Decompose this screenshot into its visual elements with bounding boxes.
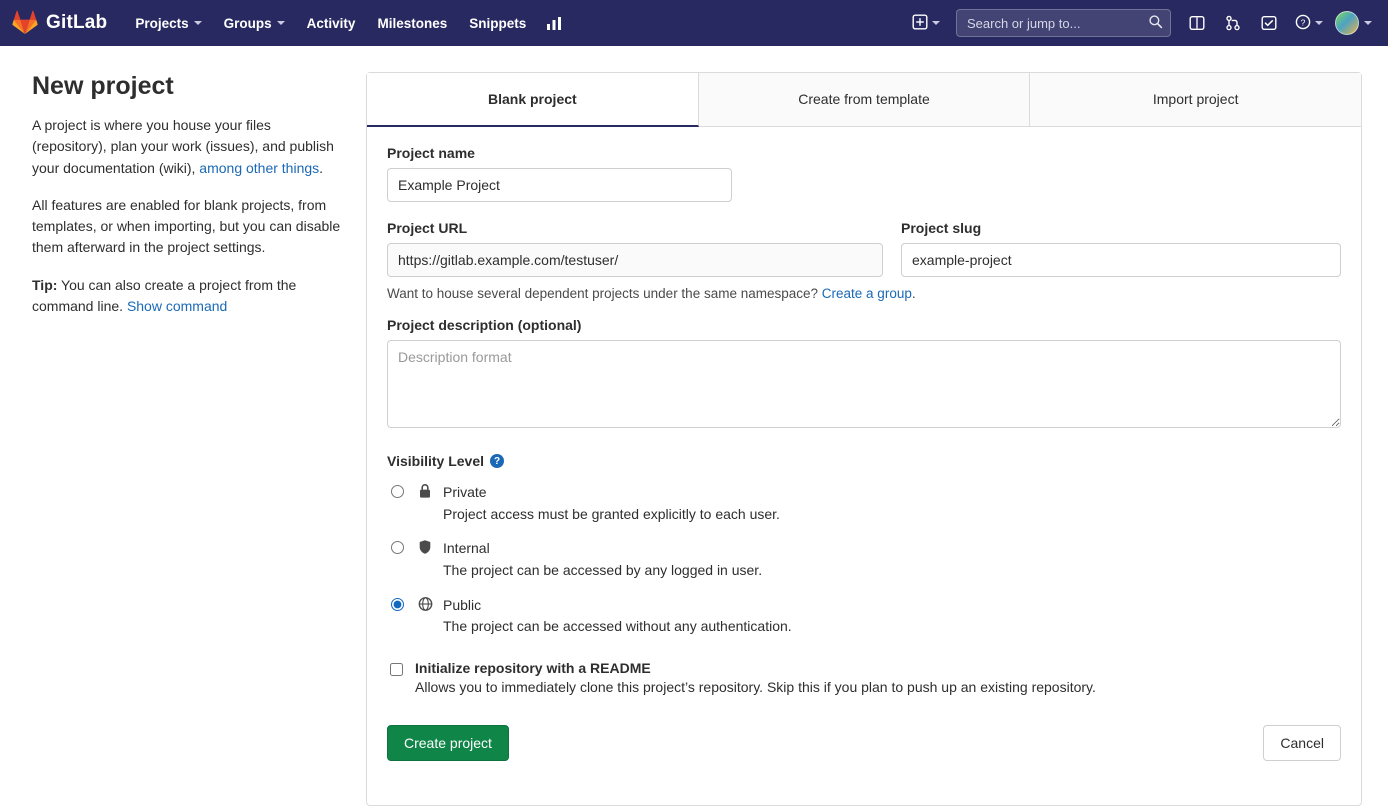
visibility-level-heading: [387, 453, 1341, 469]
initialize-readme-title: Initialize repository with a README: [415, 660, 651, 677]
intro-paragraph-1-text: A project is where you house your files (repository), plan your work (issues), and publish your documentation (wiki),: [32, 117, 334, 176]
project-name-label: Project name: [387, 145, 475, 161]
brand-name: GitLab: [46, 12, 108, 33]
project-slug-input[interactable]: [901, 243, 1341, 277]
chevron-down-icon: [194, 21, 202, 25]
intro-paragraph-3: [32, 275, 348, 318]
plus-square-icon: [912, 14, 928, 33]
nav-item-snippets-label: Snippets: [469, 15, 527, 31]
nav-item-activity[interactable]: [297, 10, 366, 37]
url-slug-row: [387, 220, 1341, 277]
project-description-label: Project description (optional): [387, 317, 582, 333]
nav-item-groups-label: Groups: [223, 15, 272, 31]
navbar-right-controls: [906, 8, 1376, 38]
form-actions: [387, 725, 1341, 761]
nav-item-snippets[interactable]: [459, 10, 536, 37]
project-url-input[interactable]: [387, 243, 883, 277]
tip-label: Tip:: [32, 276, 58, 293]
project-url-group: [387, 220, 883, 277]
sidebar-intro: [16, 72, 366, 806]
namespace-hint-end: .: [911, 286, 916, 301]
nav-item-projects-label: Projects: [135, 15, 189, 31]
visibility-internal-title: Internal: [443, 540, 490, 557]
search-box[interactable]: [956, 9, 1171, 37]
help-circle-icon[interactable]: ?: [490, 454, 504, 468]
among-other-things-link[interactable]: among other things: [199, 159, 320, 176]
namespace-hint: [387, 286, 1341, 301]
globe-icon: [416, 595, 434, 612]
tab-blank-project[interactable]: Blank project: [367, 73, 699, 127]
visibility-option-private[interactable]: [387, 482, 1341, 525]
initialize-readme-row[interactable]: [387, 660, 1341, 695]
page-content: [0, 46, 1388, 806]
new-item-button[interactable]: [906, 10, 946, 37]
intro-paragraph-1: [32, 115, 348, 179]
tab-create-from-template[interactable]: Create from template: [699, 73, 1031, 126]
visibility-radio-private[interactable]: [391, 485, 404, 498]
svg-text:?: ?: [1300, 16, 1306, 27]
chevron-down-icon: [1315, 21, 1323, 25]
visibility-public-title: Public: [443, 596, 482, 613]
nav-item-milestones[interactable]: [367, 10, 457, 37]
merge-request-icon[interactable]: [1217, 8, 1249, 38]
tab-import-project[interactable]: Import project: [1030, 73, 1361, 126]
project-description-textarea[interactable]: [387, 340, 1341, 428]
gitlab-tanuki-icon: [12, 10, 38, 37]
visibility-option-public[interactable]: [387, 595, 1341, 638]
nav-item-milestones-label: Milestones: [377, 15, 448, 31]
visibility-public-desc: The project can be accessed without any authentication.: [443, 618, 792, 635]
visibility-radio-internal[interactable]: [391, 541, 404, 554]
visibility-internal-desc: The project can be accessed by any logged in user.: [443, 562, 763, 579]
user-menu-button[interactable]: [1333, 9, 1376, 37]
nav-item-activity-label: Activity: [306, 15, 356, 31]
namespace-hint-text: Want to house several dependent projects under the same namespace?: [387, 286, 822, 301]
search-input[interactable]: [956, 9, 1171, 37]
project-url-label: Project URL: [387, 220, 468, 236]
project-name-input[interactable]: [387, 168, 732, 202]
initialize-readme-checkbox[interactable]: [390, 663, 403, 676]
project-slug-group: [901, 220, 1341, 277]
chevron-down-icon: [1364, 21, 1372, 25]
chevron-down-icon: [932, 21, 940, 25]
question-circle-icon: [1295, 14, 1311, 33]
lock-icon: [416, 482, 434, 499]
avatar: [1335, 11, 1359, 35]
help-menu-button[interactable]: [1289, 10, 1329, 37]
gitlab-logo-link[interactable]: [12, 10, 107, 37]
todo-list-icon[interactable]: [1253, 8, 1285, 38]
nav-item-projects[interactable]: [125, 10, 211, 37]
visibility-internal-body: [443, 538, 762, 581]
visibility-private-title: Private: [443, 484, 487, 500]
cancel-button[interactable]: Cancel: [1263, 725, 1341, 761]
page-title: New project: [32, 72, 174, 100]
project-type-tabs: [367, 73, 1361, 127]
initialize-readme-desc: Allows you to immediately clone this project’s repository. Skip this if you plan to push up an existing repository.: [415, 679, 1096, 696]
shield-icon: [416, 538, 434, 555]
visibility-private-body: [443, 482, 780, 525]
primary-nav: [125, 8, 570, 38]
visibility-radio-public[interactable]: [391, 598, 404, 611]
visibility-option-internal[interactable]: [387, 538, 1341, 581]
show-command-link[interactable]: Show command: [126, 297, 228, 314]
chevron-down-icon: [277, 21, 285, 25]
intro-paragraph-1-period: .: [319, 159, 324, 176]
project-slug-label: Project slug: [901, 220, 982, 236]
new-project-panel: [366, 72, 1362, 806]
visibility-public-body: [443, 595, 792, 638]
intro-paragraph-2: All features are enabled for blank projects, from templates, or when importing, but you can disable them afterward in the project settings.: [32, 196, 341, 256]
analytics-chart-icon[interactable]: [538, 8, 570, 38]
new-project-form: [367, 127, 1361, 783]
top-navbar: [0, 0, 1388, 46]
nav-item-groups[interactable]: [214, 10, 295, 37]
visibility-private-desc: Project access must be granted explicitly to each user.: [443, 505, 780, 522]
initialize-readme-body: [415, 660, 1096, 695]
issues-icon[interactable]: [1181, 8, 1213, 38]
visibility-level-label: Visibility Level: [387, 453, 485, 469]
tip-text: You can also create a project from the command line.: [32, 276, 297, 314]
create-project-button[interactable]: Create project: [387, 725, 509, 761]
create-a-group-link[interactable]: Create a group: [821, 286, 912, 301]
